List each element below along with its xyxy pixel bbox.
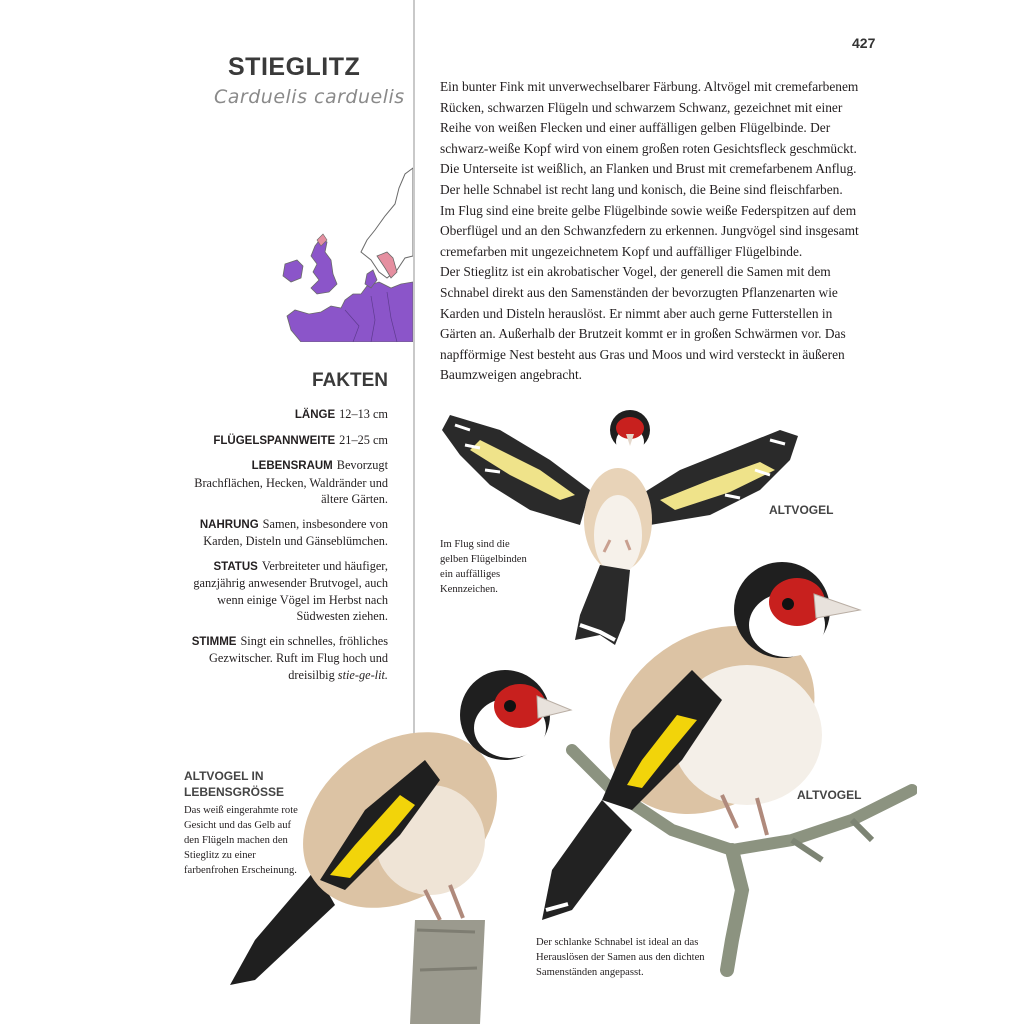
fact-wingspan <box>180 432 388 450</box>
description-paragraph: Der Stieglitz ist ein akrobatischer Vogel, der generell die Samen mit dem Schnabel direkt aus den Samenständen der bevorzugten Pflanzenarten wie Karden und Disteln herauslöst. Er nimmt aber auch gerne Futterstellen in Gärten an. Außerhalb der Brutzeit kommt er in großen Schwärmen vor. Das napfförmige Nest besteht aus Gras und Moos und wird versteckt in äußeren Baumzweigen angebracht. <box>440 264 846 383</box>
label-flight-adult: ALTVOGEL <box>769 503 834 517</box>
label-lifesize-line2: LEBENSGRÖSSE <box>184 785 285 799</box>
species-description <box>440 77 860 386</box>
fact-text: 12–13 cm <box>339 407 388 421</box>
label-lifesize-line1: ALTVOGEL IN <box>184 769 264 783</box>
fact-call-italic: stie-ge-lit. <box>337 667 388 682</box>
facts-heading: FAKTEN <box>312 370 388 391</box>
fact-food <box>180 516 388 550</box>
caption-beak: Der schlanke Schnabel ist ideal an das Herauslösen der Samen aus den dichten Samenständen angepasst. <box>536 937 705 978</box>
fact-habitat <box>180 457 388 508</box>
fact-text: 21–25 cm <box>339 432 388 447</box>
fact-label: NAHRUNG <box>199 518 259 531</box>
fact-label: STIMME <box>191 635 237 648</box>
fact-text: Verbreiteter und häufiger, ganzjährig anwesender Brutvogel, auch wenn einige Vögel im Herbst nach Südwesten ziehen. <box>193 558 388 623</box>
species-latin-name: Carduelis carduelis <box>214 86 405 108</box>
label-lifesize <box>184 768 284 800</box>
fact-label: LÄNGE <box>294 409 336 421</box>
caption-flight: Im Flug sind die gelben Flügelbinden ein auffälliges Kennzeichen. <box>440 539 527 595</box>
map-ireland <box>283 260 303 282</box>
fact-label: LEBENSRAUM <box>251 460 333 472</box>
species-title: STIEGLITZ <box>228 53 361 81</box>
fact-text: Bevorzugt Brachflächen, Hecken, Waldränder und ältere Gärten. <box>194 458 388 506</box>
fact-status <box>180 558 388 625</box>
page-gutter-divider <box>413 0 415 735</box>
fact-text: Samen, insbesondere von Karden, Disteln und Gänseblümchen. <box>203 516 388 548</box>
goldfinch-perched-illustration <box>532 560 917 980</box>
fact-label: STATUS <box>213 560 258 573</box>
description-paragraph: Ein bunter Fink mit unverwechselbarer Färbung. Altvögel mit cremefarbenem Rücken, schwarzen Flügeln und schwarzem Schwanz, gezeichnet mit einer Reihe von weißen Flecken und einer auffälligen gelben Flügelbinde. Der schwarz-weiße Kopf wird von einem großen roten Gesichtsfleck geschmückt. Die Unterseite ist weißlich, an Flanken und Brust mit cremefarbenem Anflug. Der helle Schnabel ist recht lang und konisch, die Beine sind fleischfarben. Im Flug sind eine breite gelbe Flügelbinde sowie weiße Federspitzen auf dem Oberflügel und an den Schwanzfedern zu erkennen. Jungvögel sind insgesamt cremefarben mit ungezeichnetem Kopf und auffälliger Flügelbinde. <box>440 79 859 259</box>
distribution-map <box>275 160 413 342</box>
fact-text: Singt ein schnelles, fröhliches Gezwitscher. Ruft im Flug hoch und dreisilbig <box>209 633 388 682</box>
page-number: 427 <box>852 35 876 51</box>
caption-lifesize: Das weiß eingerahmte rote Gesicht und das Gelb auf den Flügeln machen den Stieglitz zu einer farbenfrohen Erscheinung. <box>184 805 298 876</box>
fact-label: FLÜGELSPANNWEITE <box>213 434 336 447</box>
facts-list <box>180 406 388 691</box>
label-perched-adult: ALTVOGEL <box>797 788 862 802</box>
fact-length <box>180 406 388 424</box>
